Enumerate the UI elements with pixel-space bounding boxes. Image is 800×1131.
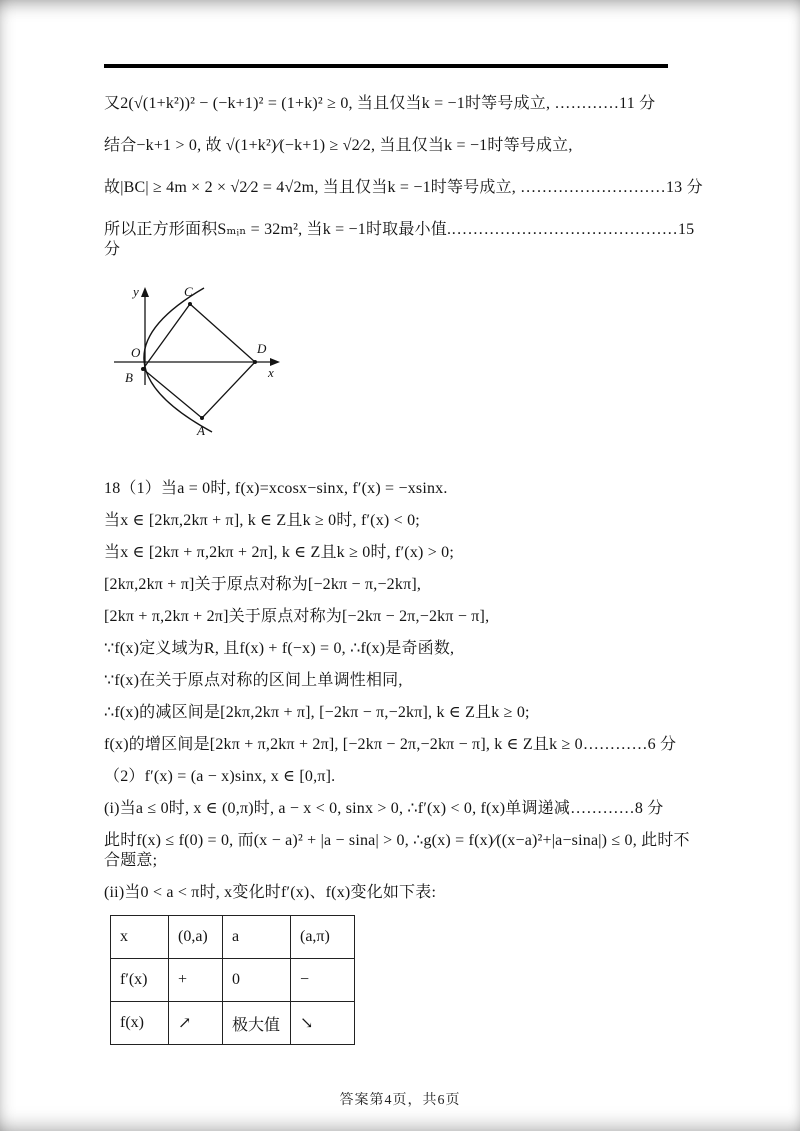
table-cell: (0,a)	[169, 916, 223, 959]
table-row	[111, 959, 355, 1002]
table-cell: f(x)	[111, 1002, 169, 1045]
solution-line: 结合−k+1 > 0, 故 √(1+k²)∕(−k+1) ≥ √2∕2, 当且仅当k = −1时等号成立,	[104, 137, 573, 154]
solution-line: [2kπ + π,2kπ + 2π]关于原点对称为[−2kπ − 2π,−2kπ − π],	[104, 608, 490, 625]
solution-line: (ii)当0 < a < π时, x变化时f′(x)、f(x)变化如下表:	[104, 884, 437, 901]
table-cell: a	[223, 916, 291, 959]
solution-line: 故|BC| ≥ 4m × 2 × √2∕2 = 4√2m, 当且仅当k = −1时等号成立, ………………………13 分	[104, 179, 703, 196]
solution-line: (i)当a ≤ 0时, x ∈ (0,π)时, a − x < 0, sinx > 0, ∴f′(x) < 0, f(x)单调递减…………8 分	[104, 800, 664, 817]
solution-line: [2kπ,2kπ + π]关于原点对称为[−2kπ − π,−2kπ],	[104, 576, 422, 593]
solution-line: （2）f′(x) = (a − x)sinx, x ∈ [0,π].	[104, 768, 336, 785]
solution-line: 所以正方形面积Sₘᵢₙ = 32m², 当k = −1时取最小值.……………………………………15 分	[104, 221, 695, 258]
solution-line: 18（1）当a = 0时, f(x)=xcosx−sinx, f′(x) = −xsinx.	[104, 480, 448, 497]
table-cell: −	[291, 959, 355, 1002]
solution-line: ∵f(x)定义域为R, 且f(x) + f(−x) = 0, ∴f(x)是奇函数,	[104, 640, 455, 657]
figure-label-o: O	[131, 345, 141, 360]
table-cell: f′(x)	[111, 959, 169, 1002]
table-row	[111, 916, 355, 959]
figure-label-x: x	[268, 365, 274, 380]
solution-content	[104, 94, 704, 1045]
point-C	[188, 302, 192, 306]
section-divider	[104, 64, 668, 68]
table-cell: 0	[223, 959, 291, 1002]
variation-table	[110, 915, 355, 1045]
solution-line: f(x)的增区间是[2kπ + π,2kπ + 2π], [−2kπ − 2π,−2kπ − π], k ∈ Z且k ≥ 0…………6 分	[104, 736, 677, 753]
conic-figure-svg	[110, 282, 320, 440]
solution-line: ∴f(x)的减区间是[2kπ,2kπ + π], [−2kπ − π,−2kπ], k ∈ Z且k ≥ 0;	[104, 704, 530, 721]
table-cell: +	[169, 959, 223, 1002]
conic-curve	[144, 288, 212, 432]
table-cell: x	[111, 916, 169, 959]
table-cell: ↘	[291, 1002, 355, 1045]
figure-label-d: D	[257, 341, 267, 356]
figure-label-y: y	[133, 284, 139, 299]
solution-line: 又2(√(1+k²))² − (−k+1)² = (1+k)² ≥ 0, 当且仅当k = −1时等号成立, …………11 分	[104, 95, 656, 112]
y-axis-arrow-icon	[141, 287, 149, 297]
solution-line: 此时f(x) ≤ f(0) = 0, 而(x − a)² + |a − sina| > 0, ∴g(x) = f(x)∕((x−a)²+|a−sina|) ≤ 0, 此时不合题意;	[104, 832, 690, 869]
page-footer: 答案第4页，共6页	[339, 1093, 461, 1108]
table-cell: 极大值	[223, 1002, 291, 1045]
figure-label-b: B	[125, 370, 133, 385]
table-row	[111, 1002, 355, 1045]
table-cell: (a,π)	[291, 916, 355, 959]
figure-label-c: C	[184, 284, 193, 299]
point-D	[253, 360, 257, 364]
table-cell: ↗	[169, 1002, 223, 1045]
figure-label-a: A	[197, 423, 205, 438]
solution-line: 当x ∈ [2kπ,2kπ + π], k ∈ Z且k ≥ 0时, f′(x) < 0;	[104, 512, 420, 529]
point-A	[200, 416, 204, 420]
point-B	[141, 367, 145, 371]
conic-figure	[110, 282, 704, 445]
solution-line: 当x ∈ [2kπ + π,2kπ + 2π], k ∈ Z且k ≥ 0时, f′(x) > 0;	[104, 544, 455, 561]
solution-line: ∵f(x)在关于原点对称的区间上单调性相同,	[104, 672, 403, 689]
